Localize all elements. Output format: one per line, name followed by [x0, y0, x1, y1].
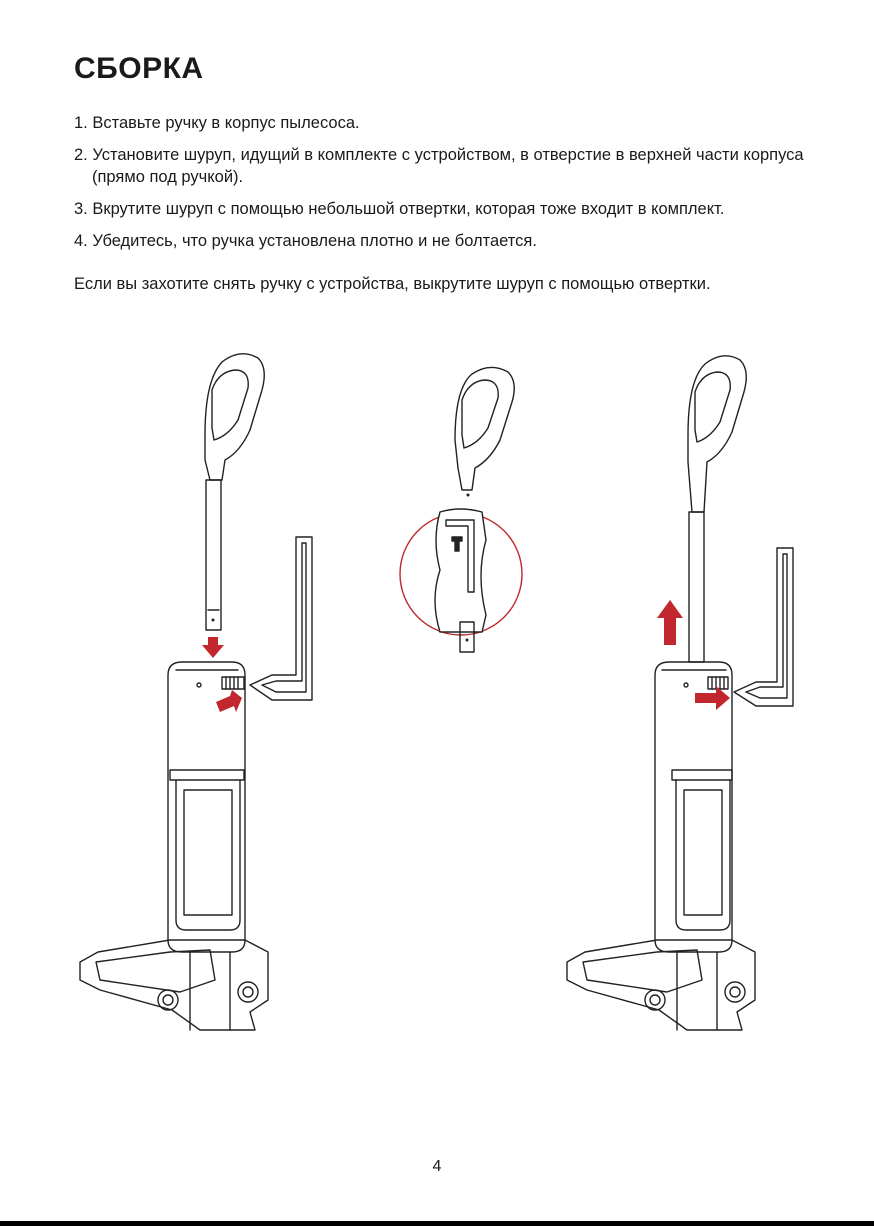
- step-item: 3. Вкрутите шуруп с помощью небольшой отвертки, которая тоже входит в комплект.: [74, 200, 725, 218]
- bottom-rule: [0, 1221, 874, 1226]
- arrow-down-icon: [202, 637, 224, 658]
- handle-detail-illustration: [400, 367, 522, 652]
- vacuum-left-illustration: [80, 354, 268, 1030]
- screwdriver-left-illustration: [250, 537, 312, 700]
- screwdriver-right-illustration: [734, 548, 793, 706]
- page-title: СБОРКА: [74, 52, 204, 85]
- step-item: 4. Убедитесь, что ручка установлена плотно и не болтается.: [74, 232, 537, 250]
- step-item: 2. Установите шуруп, идущий в комплекте с устройством, в отверстие в верхней части корпуса (прямо под ручкой).: [74, 146, 804, 186]
- vacuum-right-illustration: [567, 356, 755, 1030]
- assembly-illustration: [0, 340, 874, 1060]
- assembly-steps: [74, 112, 814, 262]
- removal-note: Если вы захотите снять ручку с устройства, выкрутите шуруп с помощью отвертки.: [74, 275, 711, 293]
- arrow-in-icon: [216, 690, 242, 712]
- page-number: 4: [432, 1158, 442, 1175]
- arrow-up-icon: [657, 600, 683, 645]
- step-item: 1. Вставьте ручку в корпус пылесоса.: [74, 114, 360, 132]
